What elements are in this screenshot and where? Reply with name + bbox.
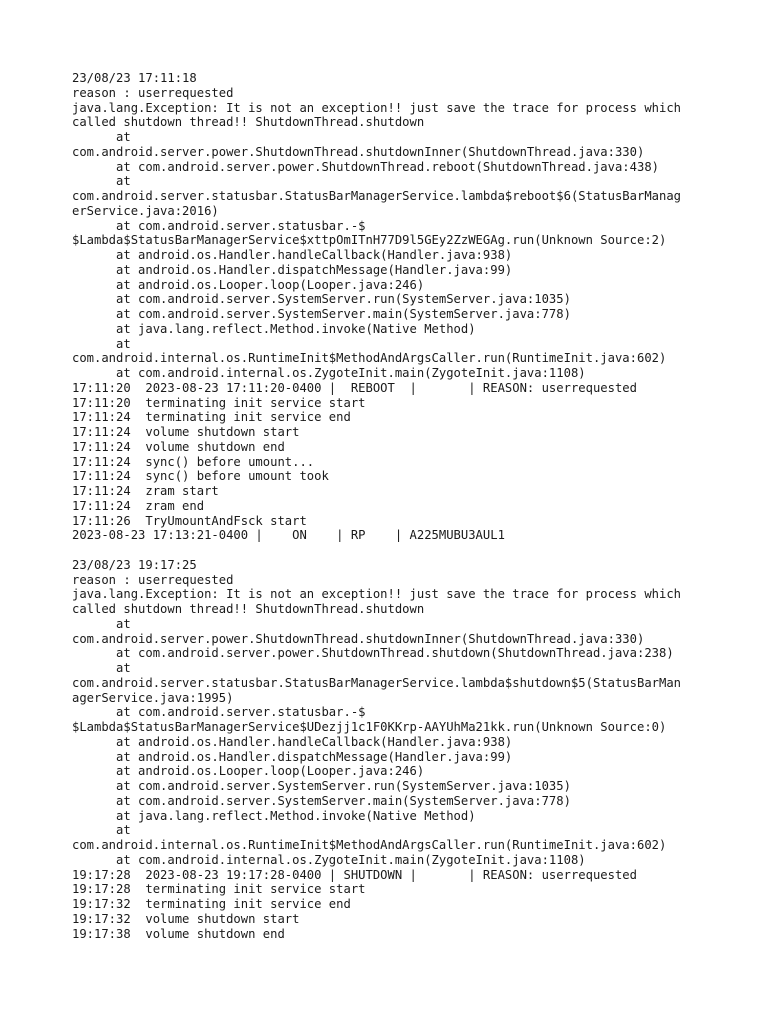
blank-line <box>72 543 712 558</box>
log-line: at <box>72 823 131 838</box>
log-line: at <box>72 616 131 631</box>
log-line: at android.os.Handler.handleCallback(Handler.java:938) <box>72 248 513 262</box>
log-line: com.android.internal.os.RuntimeInit$MethodAndArgsCaller.run(RuntimeInit.java:602) <box>72 351 667 366</box>
log-line: com.android.internal.os.RuntimeInit$MethodAndArgsCaller.run(RuntimeInit.java:602) <box>72 838 667 852</box>
log-line: at android.os.Handler.dispatchMessage(Handler.java:99) <box>72 262 513 277</box>
log-line: 19:17:32 terminating init service end <box>72 897 351 911</box>
log-line: called shutdown thread!! ShutdownThread.shutdown <box>72 115 425 130</box>
log-line: at com.android.server.statusbar.-$ <box>72 705 366 720</box>
log-line: $Lambda$StatusBarManagerService$UDezjj1c1F0KKrp-AAYUhMa21kk.run(Unknown Source:0) <box>72 720 667 734</box>
log-line: 17:11:24 volume shutdown start <box>72 425 300 439</box>
log-line: at android.os.Looper.loop(Looper.java:246) <box>72 277 425 292</box>
log-line: 23/08/23 19:17:25 <box>72 557 197 572</box>
log-line: reason : userrequested <box>72 572 234 587</box>
log-line: 19:17:28 2023-08-23 19:17:28-0400 | SHUTDOWN | | REASON: userrequested <box>72 867 637 882</box>
log-line: 17:11:24 volume shutdown end <box>72 439 285 454</box>
log-line: at com.android.server.SystemServer.main(SystemServer.java:778) <box>72 793 571 808</box>
log-line: reason : userrequested <box>72 85 234 100</box>
log-line: com.android.server.power.ShutdownThread.shutdownInner(ShutdownThread.java:330) <box>72 631 645 646</box>
log-line: java.lang.Exception: It is not an exception!! just save the trace for process which <box>72 587 682 602</box>
log-line: at <box>72 336 131 351</box>
log-line: 19:17:38 volume shutdown end <box>72 926 285 941</box>
log-line: 17:11:24 sync() before umount took <box>72 469 329 484</box>
log-line: at com.android.server.SystemServer.main(SystemServer.java:778) <box>72 307 571 321</box>
log-line: com.android.server.statusbar.StatusBarManagerService.lambda$reboot$6(StatusBarManag <box>72 189 682 203</box>
log-line: $Lambda$StatusBarManagerService$xttpOmITnH77D9l5GEy2ZzWEGAg.run(Unknown Source:2) <box>72 233 667 248</box>
log-line: at com.android.server.power.ShutdownThread.reboot(ShutdownThread.java:438) <box>72 159 659 174</box>
log-line: at <box>72 130 131 144</box>
log-line: at com.android.internal.os.ZygoteInit.main(ZygoteInit.java:1108) <box>72 852 586 867</box>
log-line: 23/08/23 17:11:18 <box>72 71 197 85</box>
log-line: at <box>72 661 131 675</box>
log-line: at com.android.server.statusbar.-$ <box>72 218 366 233</box>
log-line: 19:17:28 terminating init service start <box>72 882 366 897</box>
log-line: at com.android.server.SystemServer.run(SystemServer.java:1035) <box>72 779 571 793</box>
log-line: at <box>72 174 131 189</box>
log-line: 17:11:24 terminating init service end <box>72 410 351 425</box>
log-line: java.lang.Exception: It is not an exception!! just save the trace for process which <box>72 100 682 115</box>
log-line: agerService.java:1995) <box>72 690 234 705</box>
log-line: com.android.server.power.ShutdownThread.shutdownInner(ShutdownThread.java:330) <box>72 144 645 159</box>
log-line: 2023-08-23 17:13:21-0400 | ON | RP | A225MUBU3AUL1 <box>72 528 505 543</box>
log-line: called shutdown thread!! ShutdownThread.shutdown <box>72 602 425 616</box>
log-line: 17:11:26 TryUmountAndFsck start <box>72 513 307 528</box>
log-line: at android.os.Handler.handleCallback(Handler.java:938) <box>72 734 513 749</box>
log-line: 17:11:24 zram end <box>72 498 205 513</box>
log-line: 17:11:20 terminating init service start <box>72 395 366 410</box>
log-line: at com.android.server.power.ShutdownThread.shutdown(ShutdownThread.java:238) <box>72 646 674 661</box>
log-line: at java.lang.reflect.Method.invoke(Native Method) <box>72 321 476 336</box>
log-document <box>72 71 712 941</box>
log-line: at android.os.Looper.loop(Looper.java:246) <box>72 764 425 779</box>
log-line: 17:11:24 sync() before umount... <box>72 454 315 469</box>
log-line: at com.android.server.SystemServer.run(SystemServer.java:1035) <box>72 292 571 307</box>
log-line: at java.lang.reflect.Method.invoke(Native Method) <box>72 808 476 823</box>
log-line: at com.android.internal.os.ZygoteInit.main(ZygoteInit.java:1108) <box>72 366 586 380</box>
log-line: erService.java:2016) <box>72 203 219 218</box>
log-line: 19:17:32 volume shutdown start <box>72 911 300 926</box>
log-line: com.android.server.statusbar.StatusBarManagerService.lambda$shutdown$5(StatusBarMan <box>72 675 682 690</box>
log-line: 17:11:20 2023-08-23 17:11:20-0400 | REBOOT | | REASON: userrequested <box>72 380 637 395</box>
log-line: at android.os.Handler.dispatchMessage(Handler.java:99) <box>72 749 513 764</box>
log-line: 17:11:24 zram start <box>72 484 219 498</box>
